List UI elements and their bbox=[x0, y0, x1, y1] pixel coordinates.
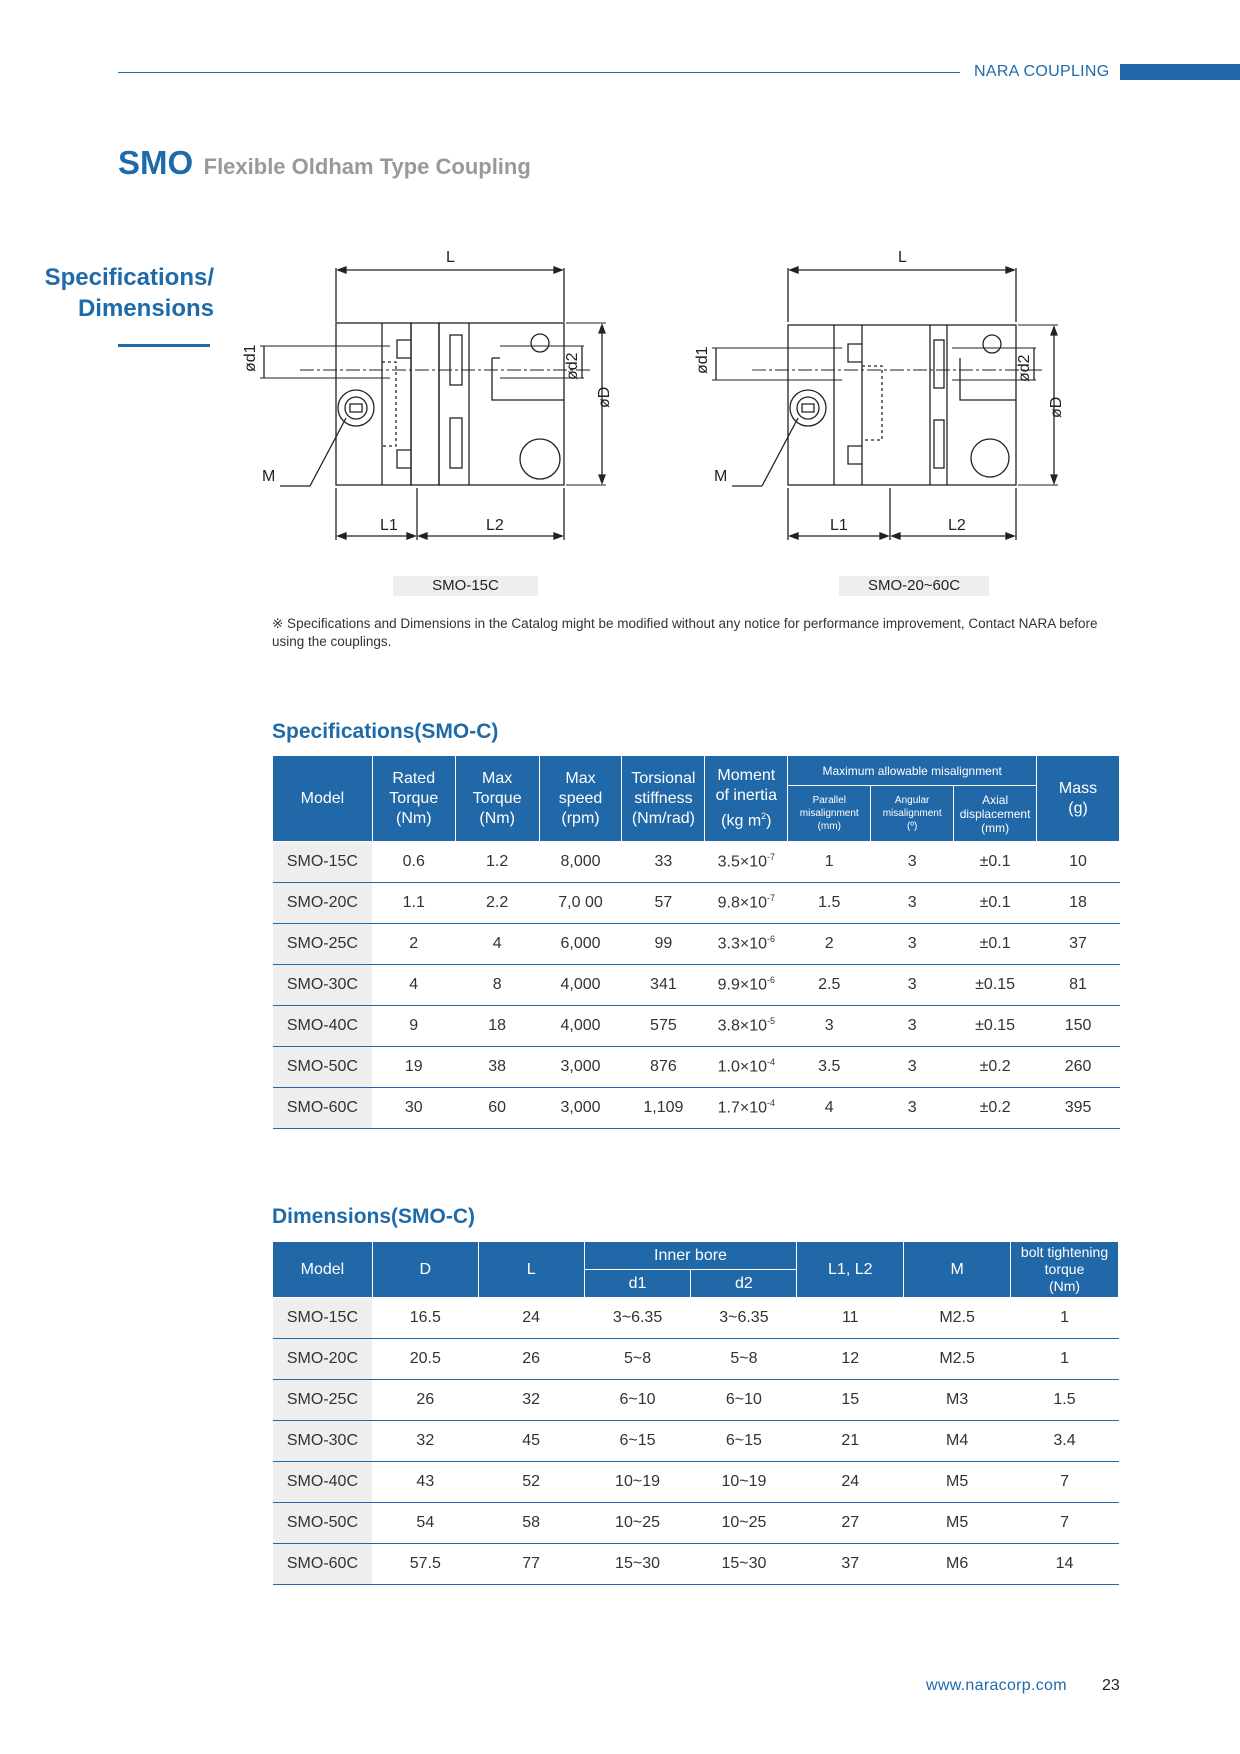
spec-cell-model: SMO-50C bbox=[273, 1047, 373, 1088]
dim-cell-D: 57.5 bbox=[372, 1544, 478, 1585]
spec-cell-ax: ±0.15 bbox=[954, 965, 1037, 1006]
side-heading-line2: Dimensions bbox=[77, 295, 214, 322]
spec-cell-par: 1.5 bbox=[788, 883, 871, 924]
spec-table-row bbox=[273, 883, 1120, 924]
dim-section-title: Dimensions(SMO-C) bbox=[272, 1205, 476, 1228]
spec-cell-model: SMO-60C bbox=[273, 1088, 373, 1129]
dim-header-D: D bbox=[372, 1242, 478, 1298]
dim-L1-label: L1 bbox=[380, 517, 398, 534]
dim-cell-L: 32 bbox=[478, 1380, 584, 1421]
spec-table-row bbox=[273, 924, 1120, 965]
spec-header-misalignment-group: Maximum allowable misalignment bbox=[788, 756, 1037, 786]
spec-cell-ang: 3 bbox=[871, 842, 954, 883]
spec-header-moment-of-inertia: Moment of inertia (kg $m^2$) bbox=[705, 756, 788, 842]
dim-cell-L1: 21 bbox=[797, 1421, 904, 1462]
spec-cell-model: SMO-25C bbox=[273, 924, 373, 965]
dim-cell-L: 77 bbox=[478, 1544, 584, 1585]
dim-cell-L1: 12 bbox=[797, 1339, 904, 1380]
spec-cell-inertia: $9.8\times 10^{-7}$ bbox=[705, 883, 788, 924]
dim-cell-model: SMO-40C bbox=[273, 1462, 373, 1503]
dim-header-d2: d2 bbox=[691, 1270, 797, 1298]
dim-cell-L1: 24 bbox=[797, 1462, 904, 1503]
dim-header-bolt-torque: bolt tightening torque (Nm) bbox=[1011, 1242, 1119, 1298]
spec-table-row bbox=[273, 965, 1120, 1006]
spec-cell-inertia: $3.3\times 10^{-6}$ bbox=[705, 924, 788, 965]
dim-cell-D: 54 bbox=[372, 1503, 478, 1544]
product-code: SMO bbox=[118, 144, 194, 181]
dim-header-M: M bbox=[904, 1242, 1011, 1298]
dim-d2-label-2: ød2 bbox=[1016, 354, 1033, 382]
dim-cell-L: 24 bbox=[478, 1298, 584, 1339]
dim-cell-model: SMO-25C bbox=[273, 1380, 373, 1421]
dim-table-row bbox=[273, 1544, 1119, 1585]
spec-cell-rated: 0.6 bbox=[372, 842, 455, 883]
spec-table-row bbox=[273, 1047, 1120, 1088]
spec-cell-stiff: 575 bbox=[622, 1006, 705, 1047]
spec-cell-par: 1 bbox=[788, 842, 871, 883]
dim-cell-bolt: 7 bbox=[1011, 1503, 1119, 1544]
dim-cell-L: 45 bbox=[478, 1421, 584, 1462]
spec-table bbox=[272, 755, 1120, 1129]
spec-header-torsional-stiffness: Torsional stiffness (Nm/rad) bbox=[622, 756, 705, 842]
spec-cell-ax: ±0.2 bbox=[954, 1047, 1037, 1088]
dim-header-L: L bbox=[478, 1242, 584, 1298]
dim-cell-L1: 37 bbox=[797, 1544, 904, 1585]
spec-header-axial: Axial displacement (mm) bbox=[954, 786, 1037, 842]
spec-cell-max: 8 bbox=[455, 965, 539, 1006]
dim-cell-d2: 10~19 bbox=[691, 1462, 797, 1503]
spec-cell-max: 4 bbox=[455, 924, 539, 965]
dim-cell-model: SMO-30C bbox=[273, 1421, 373, 1462]
spec-cell-mass: 81 bbox=[1037, 965, 1120, 1006]
dim-cell-bolt: 7 bbox=[1011, 1462, 1119, 1503]
dim-cell-M: M2.5 bbox=[904, 1339, 1011, 1380]
dim-cell-L1: 15 bbox=[797, 1380, 904, 1421]
spec-table-row bbox=[273, 842, 1120, 883]
spec-header-max-speed: Max speed (rpm) bbox=[539, 756, 622, 842]
dim-D-label: øD bbox=[596, 386, 613, 408]
spec-cell-mass: 18 bbox=[1037, 883, 1120, 924]
spec-header-rated-torque: Rated Torque (Nm) bbox=[372, 756, 455, 842]
spec-cell-model: SMO-30C bbox=[273, 965, 373, 1006]
dim-cell-bolt: 14 bbox=[1011, 1544, 1119, 1585]
dim-header-L1-L2: L1, L2 bbox=[797, 1242, 904, 1298]
dim-cell-M: M2.5 bbox=[904, 1298, 1011, 1339]
spec-cell-rated: 4 bbox=[372, 965, 455, 1006]
dim-M-label: M bbox=[262, 468, 276, 485]
dim-cell-D: 43 bbox=[372, 1462, 478, 1503]
dim-table-row bbox=[273, 1503, 1119, 1544]
spec-cell-par: 2 bbox=[788, 924, 871, 965]
dim-L-label: L bbox=[446, 249, 455, 266]
dim-cell-d1: 6~15 bbox=[584, 1421, 691, 1462]
dim-cell-bolt: 1 bbox=[1011, 1339, 1119, 1380]
dim-table bbox=[272, 1241, 1119, 1585]
caption-smo-20-60c: SMO-20~60C bbox=[839, 576, 989, 596]
spec-cell-stiff: 876 bbox=[622, 1047, 705, 1088]
spec-header-angular: Angular misalignment (º) bbox=[871, 786, 954, 842]
dim-cell-D: 20.5 bbox=[372, 1339, 478, 1380]
spec-cell-speed: 6,000 bbox=[539, 924, 622, 965]
diagram-smo-15c bbox=[242, 240, 680, 550]
spec-header-max-torque: Max Torque (Nm) bbox=[455, 756, 539, 842]
spec-cell-max: 2.2 bbox=[455, 883, 539, 924]
dim-cell-bolt: 1.5 bbox=[1011, 1380, 1119, 1421]
spec-cell-ang: 3 bbox=[871, 883, 954, 924]
dim-cell-d1: 6~10 bbox=[584, 1380, 691, 1421]
dim-cell-d2: 15~30 bbox=[691, 1544, 797, 1585]
spec-header-model: Model bbox=[273, 756, 373, 842]
spec-cell-speed: 3,000 bbox=[539, 1088, 622, 1129]
dim-cell-d1: 5~8 bbox=[584, 1339, 691, 1380]
dim-cell-M: M6 bbox=[904, 1544, 1011, 1585]
spec-cell-speed: 3,000 bbox=[539, 1047, 622, 1088]
dim-cell-d2: 3~6.35 bbox=[691, 1298, 797, 1339]
dim-cell-model: SMO-50C bbox=[273, 1503, 373, 1544]
product-subtitle: Flexible Oldham Type Coupling bbox=[203, 154, 531, 179]
dim-cell-M: M5 bbox=[904, 1503, 1011, 1544]
dim-cell-M: M4 bbox=[904, 1421, 1011, 1462]
dim-cell-model: SMO-20C bbox=[273, 1339, 373, 1380]
dim-cell-L: 58 bbox=[478, 1503, 584, 1544]
dim-cell-model: SMO-60C bbox=[273, 1544, 373, 1585]
dim-cell-D: 16.5 bbox=[372, 1298, 478, 1339]
spec-table-row bbox=[273, 1088, 1120, 1129]
spec-cell-mass: 150 bbox=[1037, 1006, 1120, 1047]
dim-cell-d2: 6~15 bbox=[691, 1421, 797, 1462]
dim-cell-d2: 5~8 bbox=[691, 1339, 797, 1380]
dim-cell-bolt: 1 bbox=[1011, 1298, 1119, 1339]
spec-cell-stiff: 33 bbox=[622, 842, 705, 883]
dim-table-row bbox=[273, 1462, 1119, 1503]
brand-bar bbox=[1120, 64, 1240, 80]
diagram-smo-20-60c bbox=[694, 240, 1132, 550]
spec-cell-max: 18 bbox=[455, 1006, 539, 1047]
catalog-note: ※ Specifications and Dimensions in the Catalog might be modified without any notice for performance improvement, Contact NARA before using the couplings. bbox=[272, 616, 1098, 649]
page-title bbox=[118, 144, 531, 182]
spec-cell-rated: 30 bbox=[372, 1088, 455, 1129]
dim-cell-L1: 27 bbox=[797, 1503, 904, 1544]
dim-cell-d2: 10~25 bbox=[691, 1503, 797, 1544]
side-heading-line1: Specifications/ bbox=[44, 264, 214, 291]
side-heading-underline bbox=[118, 344, 210, 347]
spec-cell-stiff: 99 bbox=[622, 924, 705, 965]
spec-cell-stiff: 57 bbox=[622, 883, 705, 924]
spec-cell-inertia: $9.9\times 10^{-6}$ bbox=[705, 965, 788, 1006]
spec-cell-mass: 10 bbox=[1037, 842, 1120, 883]
side-heading bbox=[20, 262, 214, 324]
dim-table-row bbox=[273, 1380, 1119, 1421]
dim-d1-label-2: ød1 bbox=[694, 346, 711, 374]
spec-cell-ax: ±0.1 bbox=[954, 924, 1037, 965]
dim-cell-M: M3 bbox=[904, 1380, 1011, 1421]
spec-cell-ang: 3 bbox=[871, 1088, 954, 1129]
spec-cell-max: 38 bbox=[455, 1047, 539, 1088]
dim-table-row bbox=[273, 1421, 1119, 1462]
dim-L2-label: L2 bbox=[486, 517, 504, 534]
dim-cell-D: 26 bbox=[372, 1380, 478, 1421]
spec-cell-stiff: 1,109 bbox=[622, 1088, 705, 1129]
dim-cell-d1: 10~25 bbox=[584, 1503, 691, 1544]
spec-cell-ax: ±0.15 bbox=[954, 1006, 1037, 1047]
spec-cell-rated: 19 bbox=[372, 1047, 455, 1088]
dim-d2-label: ød2 bbox=[564, 352, 581, 380]
dim-cell-model: SMO-15C bbox=[273, 1298, 373, 1339]
spec-cell-model: SMO-40C bbox=[273, 1006, 373, 1047]
spec-cell-ang: 3 bbox=[871, 1047, 954, 1088]
dim-d1-label: ød1 bbox=[242, 344, 259, 372]
page-number: 23 bbox=[1102, 1677, 1120, 1694]
dim-M-label-2: M bbox=[714, 468, 728, 485]
dim-header-d1: d1 bbox=[584, 1270, 691, 1298]
spec-cell-speed: 4,000 bbox=[539, 1006, 622, 1047]
spec-cell-ang: 3 bbox=[871, 1006, 954, 1047]
spec-cell-mass: 395 bbox=[1037, 1088, 1120, 1129]
header-rule bbox=[118, 72, 960, 73]
spec-cell-mass: 260 bbox=[1037, 1047, 1120, 1088]
dim-cell-L1: 11 bbox=[797, 1298, 904, 1339]
spec-cell-ang: 3 bbox=[871, 965, 954, 1006]
spec-cell-model: SMO-15C bbox=[273, 842, 373, 883]
spec-header-parallel: Parallel misalignment (mm) bbox=[788, 786, 871, 842]
dim-L-label-2: L bbox=[898, 249, 907, 266]
dim-L2-label-2: L2 bbox=[948, 517, 966, 534]
brand-label: NARA COUPLING bbox=[974, 63, 1110, 80]
spec-cell-ax: ±0.1 bbox=[954, 842, 1037, 883]
spec-cell-model: SMO-20C bbox=[273, 883, 373, 924]
spec-cell-ax: ±0.1 bbox=[954, 883, 1037, 924]
dim-cell-L: 26 bbox=[478, 1339, 584, 1380]
spec-cell-inertia: $1.7\times 10^{-4}$ bbox=[705, 1088, 788, 1129]
spec-cell-speed: 7,0 00 bbox=[539, 883, 622, 924]
spec-cell-ang: 3 bbox=[871, 924, 954, 965]
spec-cell-speed: 4,000 bbox=[539, 965, 622, 1006]
spec-cell-inertia: $3.5\times 10^{-7}$ bbox=[705, 842, 788, 883]
spec-cell-par: 3 bbox=[788, 1006, 871, 1047]
dim-table-row bbox=[273, 1298, 1119, 1339]
dim-cell-d1: 15~30 bbox=[584, 1544, 691, 1585]
spec-cell-inertia: $1.0\times 10^{-4}$ bbox=[705, 1047, 788, 1088]
spec-cell-speed: 8,000 bbox=[539, 842, 622, 883]
dim-D-label-2: øD bbox=[1048, 396, 1065, 418]
dim-cell-d1: 3~6.35 bbox=[584, 1298, 691, 1339]
dim-cell-d1: 10~19 bbox=[584, 1462, 691, 1503]
dim-table-row bbox=[273, 1339, 1119, 1380]
dim-cell-d2: 6~10 bbox=[691, 1380, 797, 1421]
spec-header-mass: Mass (g) bbox=[1037, 756, 1120, 842]
spec-cell-rated: 2 bbox=[372, 924, 455, 965]
spec-cell-mass: 37 bbox=[1037, 924, 1120, 965]
dim-header-inner-bore: Inner bore bbox=[584, 1242, 797, 1270]
spec-section-title: Specifications(SMO-C) bbox=[272, 720, 499, 743]
dim-cell-L: 52 bbox=[478, 1462, 584, 1503]
spec-cell-max: 60 bbox=[455, 1088, 539, 1129]
dim-cell-M: M5 bbox=[904, 1462, 1011, 1503]
spec-table-row bbox=[273, 1006, 1120, 1047]
footer-url: www.naracorp.com bbox=[926, 1677, 1067, 1694]
spec-cell-ax: ±0.2 bbox=[954, 1088, 1037, 1129]
dim-cell-bolt: 3.4 bbox=[1011, 1421, 1119, 1462]
dim-L1-label-2: L1 bbox=[830, 517, 848, 534]
dim-header-model: Model bbox=[273, 1242, 373, 1298]
spec-cell-par: 2.5 bbox=[788, 965, 871, 1006]
spec-cell-inertia: $3.8\times 10^{-5}$ bbox=[705, 1006, 788, 1047]
caption-smo-15c: SMO-15C bbox=[393, 576, 538, 596]
spec-cell-stiff: 341 bbox=[622, 965, 705, 1006]
spec-cell-par: 4 bbox=[788, 1088, 871, 1129]
spec-cell-max: 1.2 bbox=[455, 842, 539, 883]
spec-cell-par: 3.5 bbox=[788, 1047, 871, 1088]
spec-cell-rated: 9 bbox=[372, 1006, 455, 1047]
spec-cell-rated: 1.1 bbox=[372, 883, 455, 924]
dim-cell-D: 32 bbox=[372, 1421, 478, 1462]
